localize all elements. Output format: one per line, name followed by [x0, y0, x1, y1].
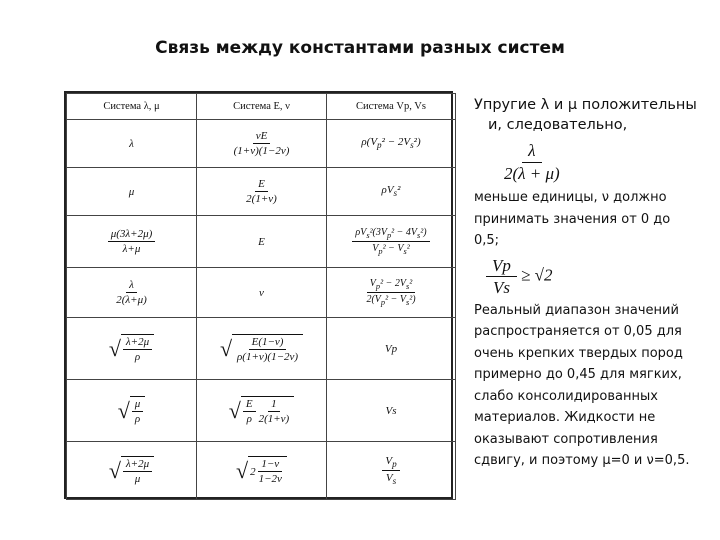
- text-line-2: и, следовательно,: [488, 117, 628, 133]
- ratio-rhs: ≥ √2: [521, 265, 553, 285]
- header-e-nu: Система E, ν: [197, 94, 327, 120]
- text-line-1: Упругие λ и μ положительны: [474, 97, 697, 113]
- velocity-ratio-formula: [486, 256, 718, 298]
- formula-nu-vp-vs: $\frac{V_p^2 - 2V_s^2}{2(V_p^2 - V_s^2)}$: [327, 268, 456, 318]
- header-lambda-mu: Система λ, μ: [67, 94, 197, 120]
- cell-nu: ν: [197, 268, 327, 318]
- formula-vs-e-nu: √ $\frac{E}{\rho}$ $\frac{1}{2(1+\nu)}$: [197, 380, 327, 442]
- formula-mu-e-nu: $\frac{E}{2(1+\nu)}$: [197, 168, 327, 216]
- formula-ratio-lambda-mu: √ $\frac{\lambda+2\mu}{\mu}$: [67, 442, 197, 500]
- formula-ratio-e-nu: √ 2 $\frac{1-\nu}{1-2\nu}$: [197, 442, 327, 500]
- formula-lambda-e-nu: $\frac{\nu E}{(1+\nu)(1-2\nu)}$: [197, 120, 327, 168]
- text-para-1: меньше единицы, ν должно принимать значения от 0 до 0,5;: [474, 190, 671, 249]
- poisson-num: λ: [522, 141, 541, 163]
- cell-mu: μ: [67, 168, 197, 216]
- constants-table: [64, 91, 453, 499]
- slide-title: Связь между константами разных систем: [155, 38, 565, 58]
- formula-vp-e-nu: √ $\frac{E(1-\nu)}{\rho(1+\nu)(1-2\nu)}$: [197, 318, 327, 380]
- explanation-text: [474, 95, 718, 472]
- ratio-num: Vp: [486, 256, 517, 278]
- ratio-den: Vs: [492, 278, 510, 298]
- formula-vs-lambda-mu: √ $\frac{\mu}{\rho}$: [67, 380, 197, 442]
- cell-lambda: λ: [67, 120, 197, 168]
- text-para-2: Реальный диапазон значений распространяется от 0,05 для очень крепких твердых пород примерно до 0,45 для мягких, слабо консолидированных материалов. Жидкости не оказывают сопротивления сдвигу, и поэтому μ=0 и ν=0,5.: [474, 302, 690, 469]
- formula-lambda-vp-vs: $\rho(V_p^2 - 2V_s^2)$: [327, 120, 456, 168]
- formula-vp-lambda-mu: √ $\frac{\lambda+2\mu}{\rho}$: [67, 318, 197, 380]
- cell-e: E: [197, 216, 327, 268]
- cell-vs: Vs: [327, 380, 456, 442]
- formula-nu-lambda-mu: $\frac{\lambda}{2(\lambda+\mu)}$: [67, 268, 197, 318]
- formula-e-vp-vs: $\frac{\rho V_s^2(3V_p^2 - 4V_s^2)}{V_p^2 - V_s^2}$: [327, 216, 456, 268]
- cell-vp: Vp: [327, 318, 456, 380]
- formula-mu-vp-vs: $\rho V_s^2$: [327, 168, 456, 216]
- poisson-den: 2(λ + μ): [504, 163, 560, 183]
- formula-e-lambda-mu: $\frac{\mu(3\lambda+2\mu)}{\lambda+\mu}$: [67, 216, 197, 268]
- formula-ratio-vp-vs: $\frac{V_p}{V_s}$: [327, 442, 456, 500]
- header-vp-vs: Система Vp, Vs: [327, 94, 456, 120]
- poisson-formula: [498, 141, 718, 183]
